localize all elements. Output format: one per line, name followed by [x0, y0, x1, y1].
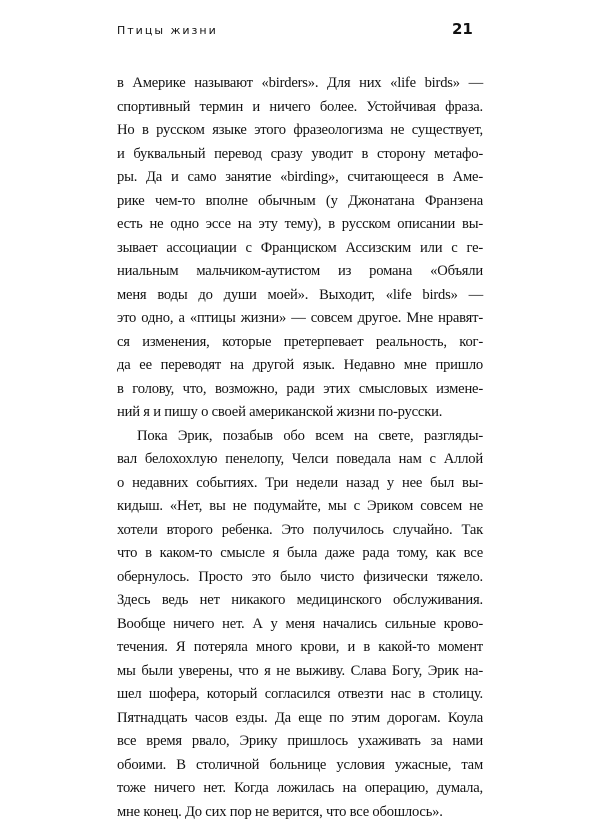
text-line: Здесь ведь нет никакого медицинского обслуживания. — [117, 589, 483, 613]
text-line: это одно, а «птицы жизни» — совсем другое. Мне нравят- — [117, 307, 483, 331]
text-line: ся изменения, которые претерпевает реальность, ког- — [117, 331, 483, 355]
text-line: шел шофера, который согласился отвезти нас в столицу. — [117, 683, 483, 707]
running-title: Птицы жизни — [117, 24, 218, 37]
text-line: зывает ассоциации с Франциском Ассизским или с ге- — [117, 237, 483, 261]
text-line: ний я и пишу о своей американской жизни по-русски. — [117, 401, 483, 425]
text-line: и буквальный перевод сразу уводит в сторону метафо- — [117, 143, 483, 167]
text-line: в голову, что, возможно, ради этих смысловых измене- — [117, 378, 483, 402]
text-line: спортивный термин и ничего более. Устойчивая фраза. — [117, 96, 483, 120]
text-line: ры. Да и само занятие «birding», считающееся в Аме- — [117, 166, 483, 190]
text-line: течения. Я потеряла много крови, и в какой-то момент — [117, 636, 483, 660]
text-line: Но в русском языке этого фразеологизма не существует, — [117, 119, 483, 143]
text-line: в Америке называют «birders». Для них «life birds» — — [117, 72, 483, 96]
text-line: да ее переводят на другой язык. Недавно мне пришло — [117, 354, 483, 378]
text-line: о недавних событиях. Три недели назад у нее был вы- — [117, 472, 483, 496]
text-line: Вообще ничего нет. А у меня начались сильные крово- — [117, 613, 483, 637]
text-line: меня воды до души моей». Выходит, «life birds» — — [117, 284, 483, 308]
text-line: вал белохохлую пенелопу, Челси поведала нам с Аллой — [117, 448, 483, 472]
text-line: кидыш. «Нет, вы не подумайте, мы с Эриком совсем не — [117, 495, 483, 519]
text-line: есть не одно эссе на эту тему), в русском описании вы- — [117, 213, 483, 237]
text-line: хотели второго ребенка. Это получилось случайно. Так — [117, 519, 483, 543]
paragraph-1 — [117, 72, 483, 425]
text-line: ниальным мальчиком-аутистом из романа «Объяли — [117, 260, 483, 284]
body-text — [117, 72, 483, 824]
text-line: обернулось. Просто это было чисто физически тяжело. — [117, 566, 483, 590]
text-line: Пятнадцать часов езды. Да еще по этим дорогам. Коула — [117, 707, 483, 731]
text-line: обоими. В столичной больнице условия ужасные, там — [117, 754, 483, 778]
text-line: рике чем-то вполне обычным (у Джонатана Франзена — [117, 190, 483, 214]
paragraph-2 — [117, 425, 483, 824]
text-line: что в каком-то смысле я была даже рада тому, как все — [117, 542, 483, 566]
text-line: все время рвало, Эрику пришлось ухаживать за нами — [117, 730, 483, 754]
text-line: мне конец. До сих пор не верится, что все обошлось». — [117, 801, 483, 824]
text-line: мы были уверены, что я не выживу. Слава Богу, Эрик на- — [117, 660, 483, 684]
text-line: тоже ничего нет. Когда ложилась на операцию, думала, — [117, 777, 483, 801]
text-line: Пока Эрик, позабыв обо всем на свете, разгляды- — [117, 425, 483, 449]
page-number: 21 — [452, 20, 473, 38]
